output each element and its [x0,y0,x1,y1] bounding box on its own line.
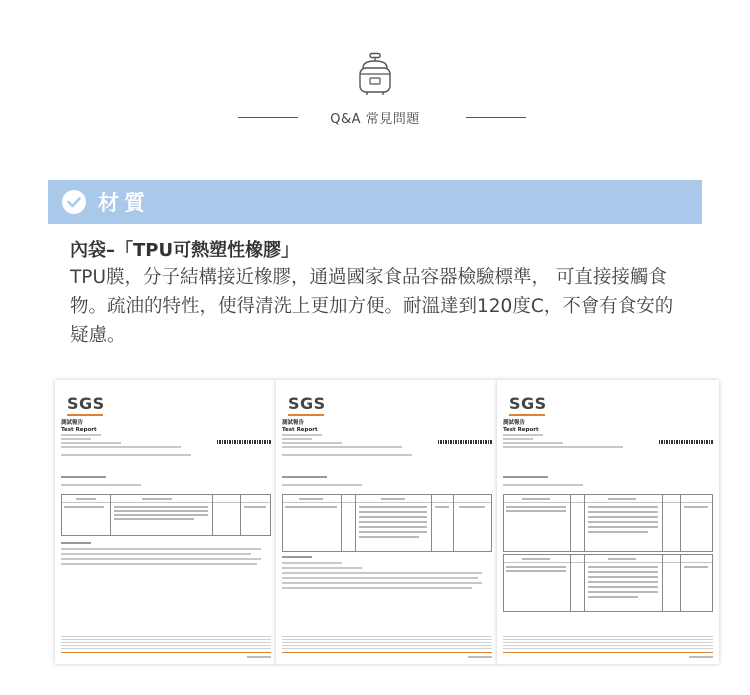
test-report-image [497,380,719,664]
results-table [503,554,713,612]
faq-label: Q&A 常見問題 [330,112,420,127]
section-title: 材質 [98,191,150,215]
pot-icon [358,52,392,96]
test-report-image [276,380,498,664]
report-title: 測試報告 Test Report [61,420,97,433]
faq-divider [0,105,750,129]
section-bar [48,180,702,224]
content-heading: 內袋–「TPU可熱塑性橡膠」 [70,240,300,261]
report-title: 測試報告 Test Report [282,420,318,433]
results-table [61,494,271,536]
sgs-logo: SGS [288,394,326,413]
barcode [659,440,713,444]
sgs-logo: SGS [67,394,105,413]
barcode [438,440,492,444]
results-table [282,494,492,552]
content-paragraph: TPU膜，分子結構接近橡膠，通過國家食品容器檢驗標準， 可直接接觸食物。疏油的特性，使得清洗上更加方便。耐溫達到120度C，不會有食安的疑慮。 [70,267,674,346]
check-circle-icon [62,190,86,214]
divider-line-right [466,117,526,118]
results-table [503,494,713,552]
barcode [217,440,271,444]
report-title: 測試報告 Test Report [503,420,539,433]
sgs-logo: SGS [509,394,547,413]
test-report-image [55,380,277,664]
